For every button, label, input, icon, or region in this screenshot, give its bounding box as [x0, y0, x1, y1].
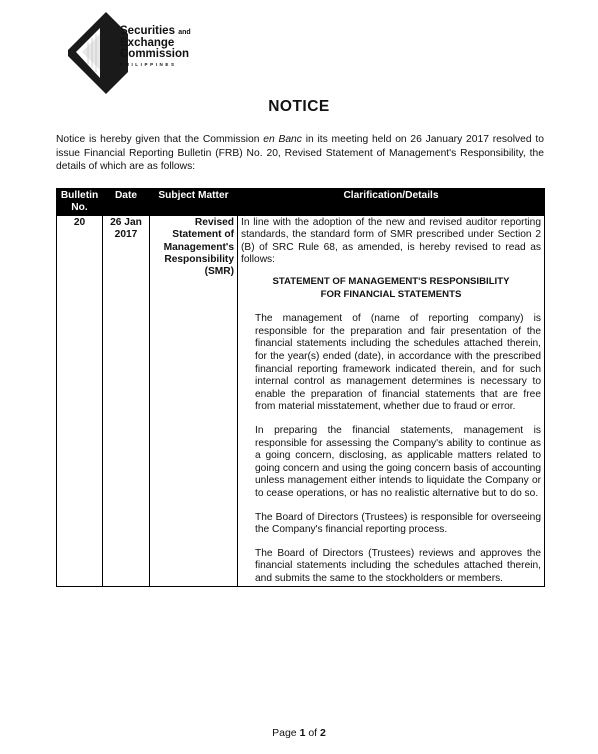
intro-paragraph: [56, 133, 544, 174]
statement-title-line-1: STATEMENT OF MANAGEMENT'S RESPONSIBILITY: [272, 276, 510, 288]
page-current: 1: [299, 727, 306, 739]
sec-logo: [68, 12, 200, 94]
header-clarification-details: Clarification/Details: [238, 189, 545, 216]
logo-line-1-small: and: [178, 29, 191, 36]
header-bulletin-no: Bulletin No.: [57, 189, 103, 216]
cell-subject: Revised Statement of Management's Responsibility (SMR): [150, 216, 238, 587]
details-intro: In line with the adoption of the new and revised auditor reporting standards, the standard form of SMR prescribed under Section 2 (B) of SRC Rule 68, as amended, is hereby revised to read as follows:: [241, 217, 541, 265]
intro-text-after: in its meeting held on 26 January 2017 resolved to issue Financial Reporting Bulletin (FRB) No. 20, Revised Statement of Management's Responsibility, the details of which are as follows:: [56, 134, 544, 172]
cell-date: 26 Jan 2017: [103, 216, 150, 587]
page-of: of: [305, 727, 321, 739]
statement-paragraph-2: In preparing the financial statements, management is responsible for assessing the Company's ability to continue as a going concern, disclosing, as applicable matters related to going concern and using the going concern basis of accounting unless management either intends to liquidate the Company or to cease operations, or has no realistic alternative but to do so.: [255, 424, 541, 499]
page-label: Page: [272, 727, 300, 739]
statement-paragraph-4: The Board of Directors (Trustees) reviews and approves the financial statements including the schedules attached therein, and submits the same to the stockholders or members.: [255, 547, 541, 584]
header-subject-matter: Subject Matter: [150, 189, 238, 216]
statement-title: [241, 276, 541, 301]
page-footer: [0, 727, 598, 739]
cell-details: [238, 216, 545, 587]
logo-wordmark: [120, 26, 191, 67]
statement-paragraph-1: The management of (name of reporting company) is responsible for the preparation and fair presentation of the financial statements including the schedules attached therein, for the year(s) ended (date), in accordance with the prescribed financial reporting framework indicated therein, and for such internal control as management determines is necessary to enable the preparation of financial statements that are free from material misstatement, whether due to fraud or error.: [255, 313, 541, 413]
page-total: 2: [320, 727, 326, 739]
statement-title-line-2: FOR FINANCIAL STATEMENTS: [320, 288, 462, 300]
table-row: [57, 216, 545, 587]
logo-line-2: Exchange: [120, 37, 175, 49]
bulletin-table: [56, 188, 545, 587]
logo-line-1: Securities: [120, 25, 175, 37]
sec-logo-mark-icon: [68, 12, 128, 94]
cell-bulletin-no: 20: [57, 216, 103, 587]
table-header-row: [57, 189, 545, 216]
intro-text-before: Notice is hereby given that the Commission: [56, 134, 264, 145]
logo-line-3: Commission: [120, 48, 190, 60]
statement-paragraph-3: The Board of Directors (Trustees) is responsible for overseeing the Company's financial reporting process.: [255, 511, 541, 536]
header-date: Date: [103, 189, 150, 216]
intro-emphasis: en Banc: [263, 134, 302, 145]
page-title: NOTICE: [268, 98, 330, 115]
logo-line-4: PHILIPPINES: [120, 62, 177, 67]
